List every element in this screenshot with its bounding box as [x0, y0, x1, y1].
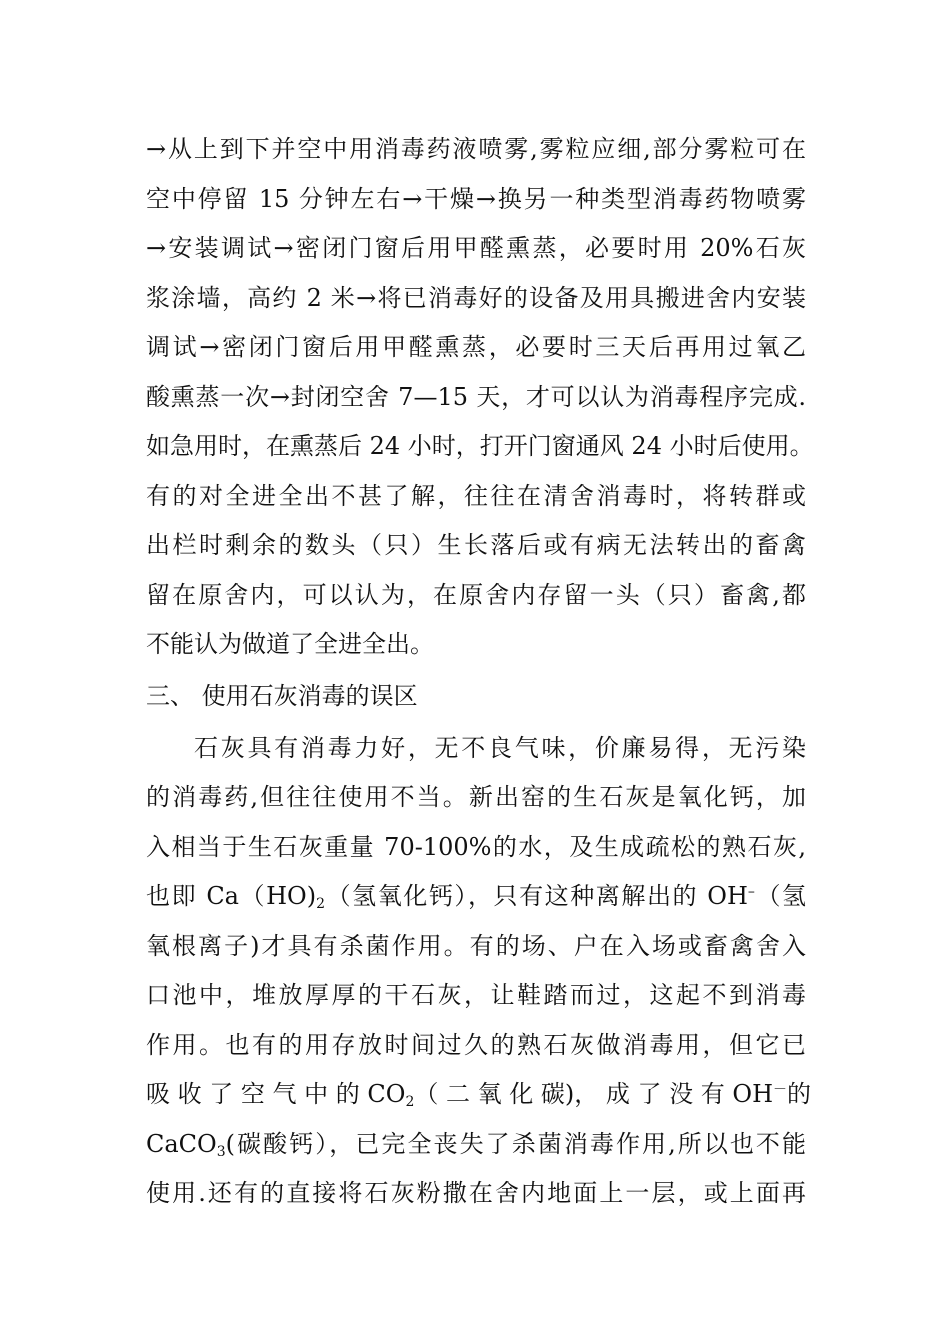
- text-run: （氢: [754, 882, 807, 910]
- paragraph-line: [146, 876, 806, 916]
- paragraph-line: 有的对全进全出不甚了解，往往在清舍消毒时，将转群或: [146, 482, 806, 510]
- text-run: (碳酸钙），已完全丧失了杀菌消毒作用,所以也不能: [225, 1130, 806, 1158]
- text-run: （氢氧化钙），只有这种离解出的 OH: [325, 882, 748, 910]
- paragraph-line: 浆涂墙，高约 2 米→将已消毒好的设备及用具搬进舍内安装: [146, 284, 806, 312]
- paragraph-line: 使用.还有的直接将石灰粉撒在舍内地面上一层，或上面再: [146, 1179, 806, 1207]
- superscript: －: [773, 1082, 788, 1098]
- subscript: 2: [316, 896, 326, 912]
- subscript: 3: [216, 1144, 226, 1160]
- paragraph-line: [146, 1074, 812, 1114]
- paragraph-line: 空中停留 15 分钟左右→干燥→换另一种类型消毒药物喷雾: [146, 185, 806, 213]
- paragraph-line: [146, 1124, 806, 1164]
- paragraph-line: 如急用时，在熏蒸后 24 小时，打开门窗通风 24 小时后使用。: [146, 432, 814, 460]
- text-run: 的: [787, 1080, 812, 1108]
- paragraph-line: 口池中，堆放厚厚的干石灰，让鞋踏而过，这起不到消毒: [146, 981, 806, 1009]
- text-run: CaCO: [146, 1130, 217, 1158]
- paragraph-line: 留在原舍内，可以认为，在原舍内存留一头（只）畜禽,都: [146, 581, 806, 609]
- paragraph-line: 作用。也有的用存放时间过久的熟石灰做消毒用，但它已: [146, 1031, 806, 1059]
- text-run: 也即 Ca（HO): [146, 882, 317, 910]
- text-run: 吸 收 了 空 气 中 的 CO: [146, 1080, 406, 1108]
- paragraph-line: →从上到下并空中用消毒药液喷雾,雾粒应细,部分雾粒可在: [146, 135, 806, 163]
- paragraph-line: 入相当于生石灰重量 70-100%的水，及生成疏松的熟石灰,: [146, 833, 806, 861]
- paragraph-line: 酸熏蒸一次→封闭空舍 7—15 天，才可以认为消毒程序完成.: [146, 383, 806, 411]
- paragraph-line: 不能认为做道了全进全出。: [146, 630, 434, 658]
- text-run: （ 二 氧 化 碳)， 成 了 没 有 OH: [414, 1080, 774, 1108]
- superscript: –: [747, 884, 755, 900]
- paragraph-line: 的消毒药,但往往使用不当。新出窑的生石灰是氧化钙，加: [146, 783, 806, 811]
- section-heading: 三、 使用石灰消毒的误区: [146, 682, 418, 710]
- paragraph-line: →安装调试→密闭门窗后用甲醛熏蒸，必要时用 20%石灰: [146, 234, 806, 262]
- paragraph-line: 调试→密闭门窗后用甲醛熏蒸，必要时三天后再用过氧乙: [146, 333, 806, 361]
- paragraph-line: 出栏时剩余的数头（只）生长落后或有病无法转出的畜禽: [146, 531, 806, 559]
- paragraph-line: 氧根离子)才具有杀菌作用。有的场、户在入场或畜禽舍入: [146, 932, 806, 960]
- subscript: 2: [405, 1094, 415, 1110]
- paragraph-line: 石灰具有消毒力好，无不良气味，价廉易得，无污染: [194, 734, 806, 762]
